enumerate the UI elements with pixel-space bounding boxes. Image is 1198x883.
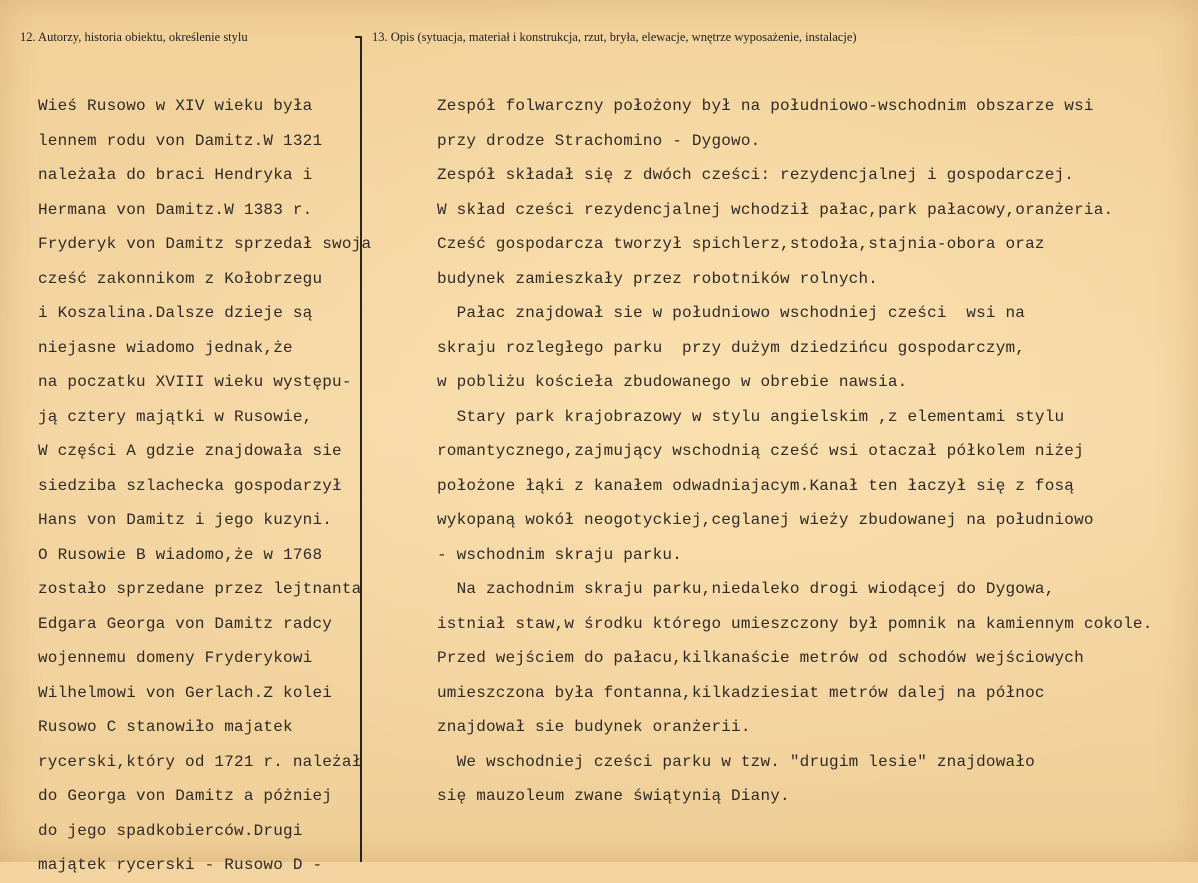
text-line: Hans von Damitz i jego kuzyni. [38, 511, 333, 529]
text-line: umieszczona była fontanna,kilkadziesiat metrów dalej na północ [437, 683, 1045, 702]
text-line: Zespół folwarczny położony był na południowo-wschodnim obszarze wsi [437, 97, 1094, 115]
history-text-column [38, 89, 371, 883]
text-line: ją cztery majątki w Rusowie, [38, 407, 313, 426]
text-line: siedziba szlachecka gospodarzył [38, 476, 342, 495]
text-line: - wschodnim skraju parku. [437, 545, 683, 564]
text-line: cześć zakonnikom z Kołobrzegu [38, 269, 323, 288]
text-line: wykopaną wokół neogotyckiej,ceglanej wieży zbudowanej na południowo [437, 511, 1094, 529]
text-line: budynek zamieszkały przez robotników rolnych. [437, 269, 879, 288]
text-line: się mauzoleum zwane świątynią Diany. [437, 787, 790, 805]
text-line: Zespół składał się z dwóch cześci: rezydencjalnej i gospodarczej. [437, 166, 1075, 184]
text-line: Cześć gospodarcza tworzył spichlerz,stodoła,stajnia-obora oraz [437, 235, 1045, 253]
text-line: Stary park krajobrazowy w stylu angielskim ,z elementami stylu [437, 407, 1065, 426]
text-line: Hermana von Damitz.W 1383 r. [38, 200, 313, 219]
text-line: istniał staw,w środku którego umieszczony był pomnik na kamiennym cokole. [437, 614, 1153, 633]
text-line: We wschodniej cześci parku w tzw. "drugim lesie" znajdowało [437, 752, 1035, 771]
text-line: do jego spadkobierców.Drugi [38, 821, 303, 840]
text-line: na poczatku XVIII wieku występu- [38, 373, 352, 391]
text-line: Wilhelmowi von Gerlach.Z kolei [38, 683, 333, 702]
text-line: Pałac znajdował sie w południowo wschodniej cześci wsi na [437, 304, 1026, 322]
text-line: Rusowo C stanowiło majatek [38, 718, 293, 736]
text-line: Przed wejściem do pałacu,kilkanaście metrów od schodów wejściowych [437, 649, 1084, 667]
text-line: O Rusowie B wiadomo,że w 1768 [38, 545, 323, 564]
text-line: znajdował sie budynek oranżerii. [437, 718, 751, 736]
text-line: zostało sprzedane przez lejtnanta [38, 580, 362, 598]
text-line: romantycznego,zajmujący wschodnią cześć wsi otaczał półkolem niżej [437, 442, 1084, 460]
section-13-header: 13. Opis (sytuacja, materiał i konstrukcja, rzut, bryła, elewacje, wnętrze wyposażenie, instalacje) [372, 30, 857, 44]
text-line: W części A gdzie znajdowała sie [38, 442, 342, 460]
text-line: w pobliżu kościeła zbudowanego w obrebie nawsia. [437, 373, 908, 391]
text-line: Na zachodnim skraju parku,niedaleko drogi wiodącej do Dygowa, [437, 580, 1055, 598]
text-line: Edgara Georga von Damitz radcy [38, 614, 333, 633]
text-line: przy drodze Strachomino - Dygowo. [437, 131, 761, 150]
text-line: rycerski,który od 1721 r. należał [38, 752, 362, 771]
text-line: skraju rozległego parku przy dużym dziedzińcu gospodarczym, [437, 338, 1026, 357]
text-line: Fryderyk von Damitz sprzedał swoja [38, 235, 372, 253]
text-line: należała do braci Hendryka i [38, 166, 313, 184]
description-text-column [437, 89, 1153, 814]
text-line: niejasne wiadomo jednak,że [38, 338, 293, 357]
text-line: wojennemu domeny Fryderykowi [38, 649, 313, 667]
text-line: położone łąki z kanałem odwadniajacym.Kanał ten łaczył się z fosą [437, 476, 1075, 495]
text-line: Wieś Rusowo w XIV wieku była [38, 97, 313, 115]
text-line: W skład cześci rezydencjalnej wchodził pałac,park pałacowy,oranżeria. [437, 200, 1114, 219]
text-line: lennem rodu von Damitz.W 1321 [38, 131, 323, 150]
text-line: i Koszalina.Dalsze dzieje są [38, 304, 313, 322]
text-line: majątek rycerski - Rusowo D - [38, 856, 323, 874]
section-12-header: 12. Autorzy, historia obiektu, określenie stylu [20, 30, 248, 44]
text-line: do Georga von Damitz a póżniej [38, 787, 333, 805]
